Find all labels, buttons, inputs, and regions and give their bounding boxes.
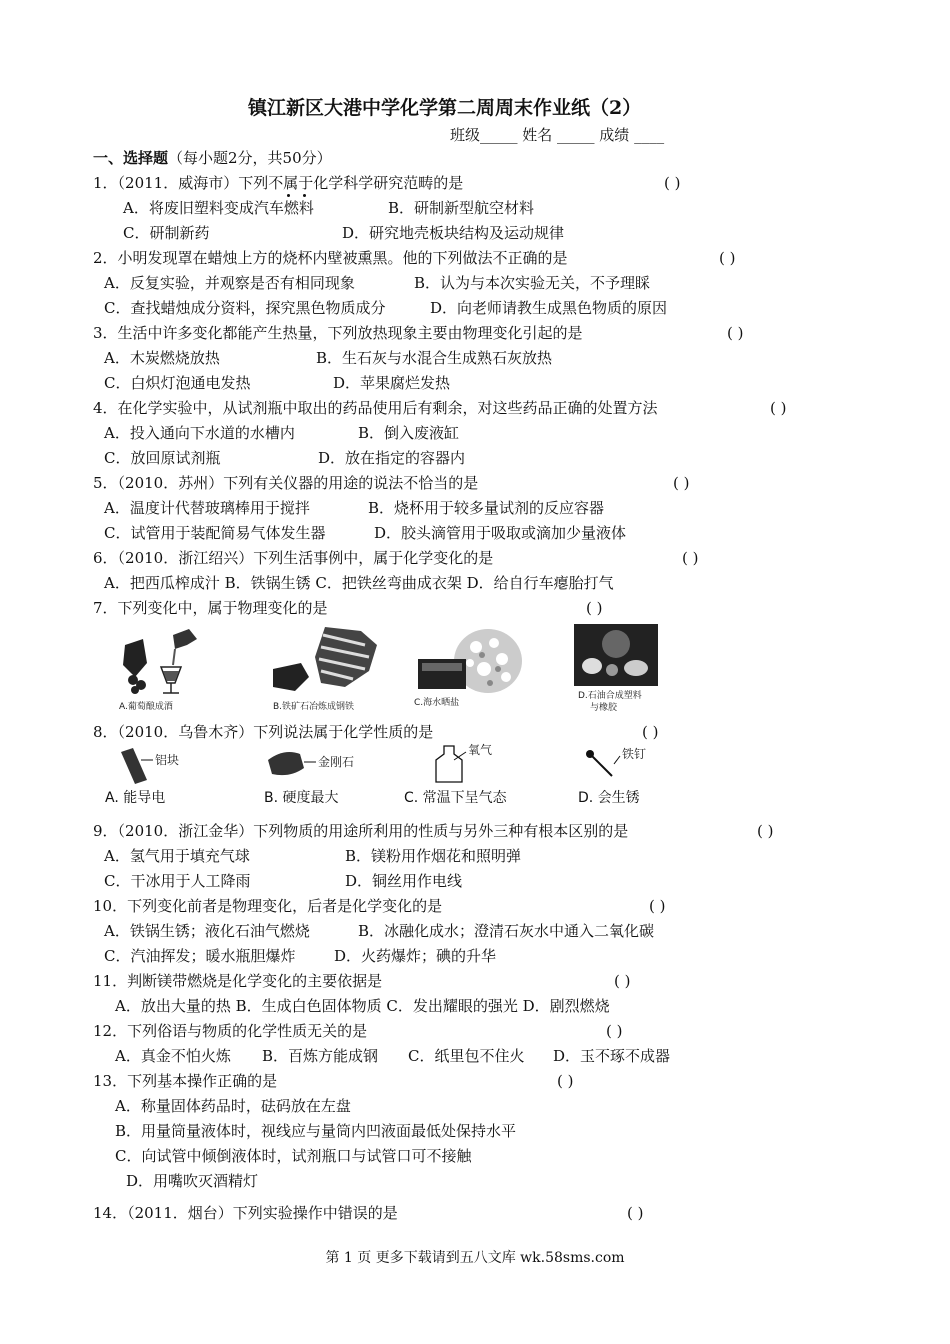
question-13-option-c: C．向试管中倾倒液体时，试剂瓶口与试管口可不接触 xyxy=(115,1147,472,1165)
question-6-stem: 6．（2010．浙江绍兴）下列生活事例中，属于化学变化的是 xyxy=(93,549,494,567)
grape-wine-picture xyxy=(113,625,199,713)
question-4-option-d: D．放在指定的容器内 xyxy=(318,449,466,467)
question-2-option-d: D．向老师请教生成黑色物质的原因 xyxy=(430,299,668,317)
iron-nail-picture xyxy=(576,740,676,808)
question-8-stem: 8．（2010．乌鲁木齐）下列说法属于化学性质的是 xyxy=(93,723,434,741)
section-title: 一、选择题 xyxy=(93,149,169,167)
answer-blank-7[interactable]: ( ) xyxy=(586,599,603,617)
question-12-option-b: B．百炼方能成钢 xyxy=(262,1047,379,1065)
question-4-option-a: A．投入通向下水道的水槽内 xyxy=(104,424,295,442)
answer-blank-1[interactable]: ( ) xyxy=(664,174,681,192)
question-2-option-b: B．认为与本次实验无关，不予理睬 xyxy=(414,274,651,292)
emphasis-dot xyxy=(303,194,306,197)
answer-blank-8[interactable]: ( ) xyxy=(642,723,659,741)
answer-blank-13[interactable]: ( ) xyxy=(557,1072,574,1090)
question-2-option-c: C．查找蜡烛成分资料，探究黑色物质成分 xyxy=(104,299,386,317)
iron-ore-picture xyxy=(265,625,377,713)
answer-blank-12[interactable]: ( ) xyxy=(606,1022,623,1040)
sea-salt-picture xyxy=(410,625,522,713)
oxygen-bottle-picture xyxy=(402,740,522,808)
question-9-option-a: A．氢气用于填充气球 xyxy=(104,847,250,865)
option-8d: D. 会生锈 xyxy=(578,790,640,806)
question-10-option-c: C．汽油挥发；暖水瓶胆爆炸 xyxy=(104,947,296,965)
plastic-rubber-picture xyxy=(570,622,662,714)
answer-blank-3[interactable]: ( ) xyxy=(727,324,744,342)
question-1-stem: 1．（2011．威海市）下列不属于化学科学研究范畴的是 xyxy=(93,174,464,192)
picture-caption-a: A.葡萄酿成酒 xyxy=(119,702,173,712)
emphasis-dot xyxy=(287,194,290,197)
picture-caption-b: B.铁矿石冶炼成钢铁 xyxy=(273,702,355,712)
question-10-option-d: D．火药爆炸；碘的升华 xyxy=(334,947,497,965)
answer-blank-11[interactable]: ( ) xyxy=(614,972,631,990)
question-12-stem: 12．下列俗语与物质的化学性质无关的是 xyxy=(93,1022,368,1040)
section-note: （每小题2分，共50分） xyxy=(168,149,332,167)
question-13-option-b: B．用量筒量液体时，视线应与量筒内凹液面最低处保持水平 xyxy=(115,1122,517,1140)
question-5-option-c: C．试管用于装配简易气体发生器 xyxy=(104,524,326,542)
answer-blank-2[interactable]: ( ) xyxy=(719,249,736,267)
question-13-option-d: D．用嘴吹灭酒精灯 xyxy=(126,1172,259,1190)
question-4-option-c: C．放回原试剂瓶 xyxy=(104,449,221,467)
question-13-stem: 13．下列基本操作正确的是 xyxy=(93,1072,278,1090)
answer-blank-9[interactable]: ( ) xyxy=(757,822,774,840)
question-10-option-a: A．铁锅生锈；液化石油气燃烧 xyxy=(104,922,310,940)
picture-caption-d: D.石油合成塑料 xyxy=(578,691,642,701)
label-aluminum: 铝块 xyxy=(155,753,180,767)
answer-blank-4[interactable]: ( ) xyxy=(770,399,787,417)
question-1-option-d: D．研究地壳板块结构及运动规律 xyxy=(342,224,565,242)
section-heading xyxy=(93,149,332,167)
question-10-stem: 10．下列变化前者是物理变化，后者是化学变化的是 xyxy=(93,897,443,915)
question-5-option-a: A．温度计代替玻璃棒用于搅拌 xyxy=(104,499,310,517)
question-5-stem: 5．（2010．苏州）下列有关仪器的用途的说法不恰当的是 xyxy=(93,474,479,492)
question-9-option-b: B．镁粉用作烟花和照明弹 xyxy=(345,847,522,865)
question-4-stem: 4．在化学实验中，从试剂瓶中取出的药品使用后有剩余，对这些药品正确的处置方法 xyxy=(93,399,658,417)
question-14-stem: 14．（2011．烟台）下列实验操作中错误的是 xyxy=(93,1204,398,1222)
answer-blank-10[interactable]: ( ) xyxy=(649,897,666,915)
question-11-options: A．放出大量的热 B．生成白色固体物质 C．发出耀眼的强光 D．剧烈燃烧 xyxy=(115,997,610,1015)
diamond-picture xyxy=(260,744,380,808)
answer-blank-6[interactable]: ( ) xyxy=(682,549,699,567)
question-7-stem: 7．下列变化中，属于物理变化的是 xyxy=(93,599,328,617)
student-info-line: 班级_____ 姓名 _____ 成绩 ____ xyxy=(450,126,665,144)
question-5-option-d: D．胶头滴管用于吸取或滴加少量液体 xyxy=(374,524,627,542)
page-title: 镇江新区大港中学化学第二周周末作业纸（2） xyxy=(248,97,642,119)
question-12-option-c: C．纸里包不住火 xyxy=(408,1047,525,1065)
question-2-stem: 2．小明发现罩在蜡烛上方的烧杯内壁被熏黑。他的下列做法不正确的是 xyxy=(93,249,568,267)
picture-caption-d-line2: 与橡胶 xyxy=(590,703,618,713)
question-9-stem: 9．（2010．浙江金华）下列物质的用途所利用的性质与另外三种有根本区别的是 xyxy=(93,822,629,840)
question-11-stem: 11．判断镁带燃烧是化学变化的主要依据是 xyxy=(93,972,383,990)
answer-blank-14[interactable]: ( ) xyxy=(627,1204,644,1222)
question-3-option-c: C．白炽灯泡通电发热 xyxy=(104,374,251,392)
question-9-option-c: C．干冰用于人工降雨 xyxy=(104,872,251,890)
label-diamond: 金刚石 xyxy=(318,755,355,769)
question-12-option-a: A．真金不怕火炼 xyxy=(115,1047,231,1065)
question-1-option-c: C．研制新药 xyxy=(123,224,210,242)
question-6-options: A．把西瓜榨成汁 B．铁锅生锈 C．把铁丝弯曲成衣架 D．给自行车瘪胎打气 xyxy=(104,574,614,592)
question-3-option-d: D．苹果腐烂发热 xyxy=(333,374,451,392)
answer-blank-5[interactable]: ( ) xyxy=(673,474,690,492)
question-3-option-a: A．木炭燃烧放热 xyxy=(104,349,220,367)
question-12-option-d: D．玉不琢不成器 xyxy=(553,1047,671,1065)
label-oxygen: 氧气 xyxy=(468,743,493,757)
option-8b: B. 硬度最大 xyxy=(264,790,339,806)
question-2-option-a: A．反复实验，并观察是否有相同现象 xyxy=(104,274,355,292)
question-5-option-b: B．烧杯用于较多量试剂的反应容器 xyxy=(368,499,605,517)
question-3-option-b: B．生石灰与水混合生成熟石灰放热 xyxy=(316,349,553,367)
option-8a: A. 能导电 xyxy=(105,790,166,806)
question-1-option-b: B．研制新型航空材料 xyxy=(388,199,535,217)
question-4-option-b: B．倒入废液缸 xyxy=(358,424,460,442)
question-3-stem: 3．生活中许多变化都能产生热量，下列放热现象主要由物理变化引起的是 xyxy=(93,324,583,342)
question-13-option-a: A．称量固体药品时，砝码放在左盘 xyxy=(115,1097,351,1115)
page-footer: 第 1 页 更多下载请到五八文库 wk.58sms.com xyxy=(325,1250,625,1266)
label-iron-nail: 铁钉 xyxy=(622,747,647,761)
picture-caption-c: C.海水晒盐 xyxy=(414,698,460,708)
question-9-option-d: D．铜丝用作电线 xyxy=(345,872,463,890)
aluminum-block-picture xyxy=(103,744,213,808)
option-8c: C. 常温下呈气态 xyxy=(404,790,507,806)
question-10-option-b: B．冰融化成水；澄清石灰水中通入二氧化碳 xyxy=(358,922,655,940)
question-1-option-a: A．将废旧塑料变成汽车燃料 xyxy=(123,199,314,217)
